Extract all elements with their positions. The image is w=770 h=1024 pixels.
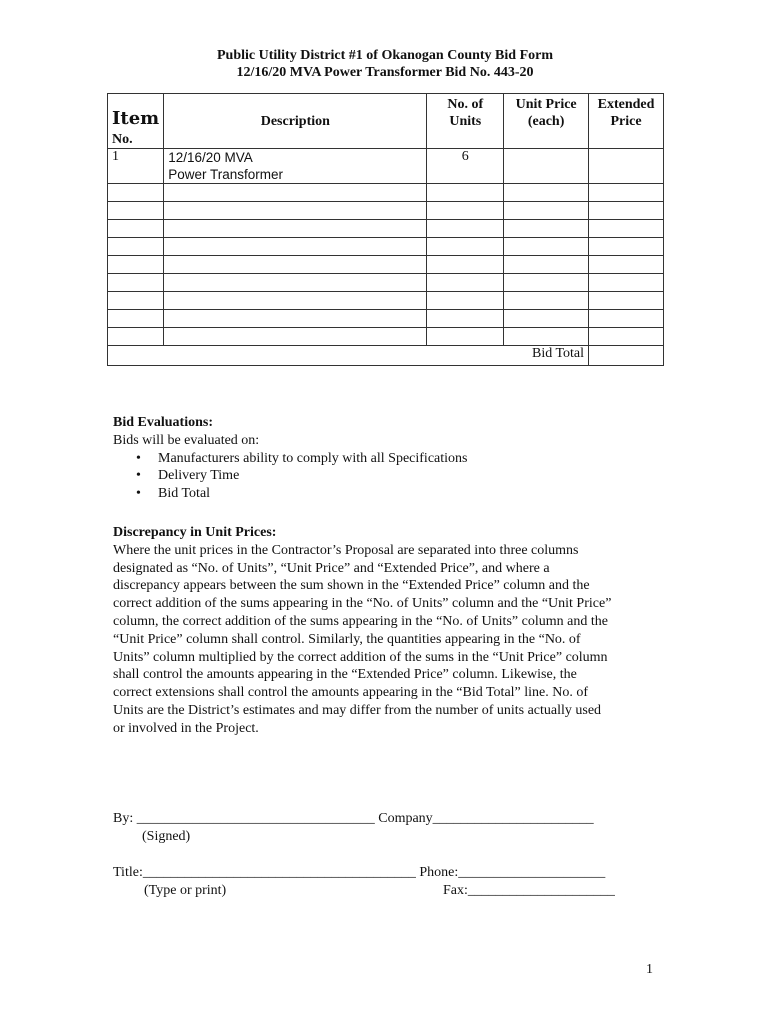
bid-table <box>107 93 664 366</box>
discrepancy-line: Where the unit prices in the Contractor’s Proposal are separated into three columns <box>113 542 579 558</box>
bid-evaluations-title: Bid Evaluations: <box>113 415 213 430</box>
list-item: • Bid Total <box>158 485 658 503</box>
header-no-of-units: No. of Units <box>427 94 504 149</box>
discrepancy-line: correct addition of the sums appearing in the “No. of Units” column and the “Unit Price” <box>113 596 612 612</box>
table-row-empty <box>108 220 664 238</box>
form-subtitle: 12/16/20 MVA Power Transformer Bid No. 443-20 <box>236 65 534 80</box>
discrepancy-line: correct extensions shall control the amounts appearing in the “Bid Total” line. No. of <box>113 685 589 701</box>
bid-total-value[interactable] <box>589 346 664 366</box>
table-row-empty <box>108 202 664 220</box>
discrepancy-line: Units” column multiplied by the correct addition of the sums in the “Unit Price” column <box>113 649 608 665</box>
cell-description: 12/16/20 MVA Power Transformer <box>164 149 427 184</box>
table-row-empty <box>108 256 664 274</box>
discrepancy-title: Discrepancy in Unit Prices: <box>113 525 277 540</box>
bid-total-row <box>108 346 664 366</box>
header-description: Description <box>164 94 427 149</box>
discrepancy-line: or involved in the Project. <box>113 720 259 736</box>
cell-units: 6 <box>427 149 504 184</box>
table-row-empty <box>108 310 664 328</box>
form-header <box>0 47 770 81</box>
page-number: 1 <box>646 962 653 977</box>
list-item: • Manufacturers ability to comply with all Specifications <box>158 450 658 468</box>
type-print-label: (Type or print) <box>144 883 227 898</box>
discrepancy-line: Units are the District’s estimates and may differ from the number of units actually used <box>113 702 602 718</box>
bid-total-label: Bid Total <box>108 346 589 366</box>
table-row-empty <box>108 274 664 292</box>
discrepancy-line: column, the correct addition of the sums appearing in the “No. of Units” column and the <box>113 613 608 629</box>
bid-evaluations-section <box>113 414 658 503</box>
discrepancy-line: discrepancy appears between the sum shown in the “Extended Price” column and the <box>113 578 590 594</box>
discrepancy-line: “Unit Price” column shall control. Similarly, the quantities appearing in the “No. of <box>113 631 581 647</box>
header-item-no <box>108 94 164 149</box>
form-title: Public Utility District #1 of Okanogan County Bid Form <box>216 48 553 63</box>
table-row-empty <box>108 238 664 256</box>
fax-line[interactable]: Fax:_____________________ <box>443 883 615 898</box>
cell-unit-price[interactable] <box>504 149 589 184</box>
cell-item: 1 <box>108 149 164 184</box>
header-no-label: No. <box>112 132 133 147</box>
bid-evaluations-intro: Bids will be evaluated on: <box>113 432 260 448</box>
header-extended-price: Extended Price <box>589 94 664 149</box>
header-item-label: Item <box>112 108 160 129</box>
table-row <box>108 149 664 184</box>
title-phone-line[interactable]: Title:_______________________________________ Phone:_____________________ <box>113 865 606 880</box>
table-header-row <box>108 94 664 149</box>
header-unit-price: Unit Price (each) <box>504 94 589 149</box>
discrepancy-line: designated as “No. of Units”, “Unit Price” and “Extended Price”, and where a <box>113 560 550 576</box>
discrepancy-section <box>113 524 658 738</box>
table-row-empty <box>108 184 664 202</box>
cell-extended-price[interactable] <box>589 149 664 184</box>
list-item: • Delivery Time <box>158 467 658 485</box>
bid-evaluations-list <box>113 450 658 503</box>
signature-by-line[interactable]: By: __________________________________ Company_______________________ <box>113 811 594 826</box>
discrepancy-line: shall control the amounts appearing in the “Extended Price” column. Likewise, the <box>113 667 577 683</box>
table-row-empty <box>108 328 664 346</box>
signed-label: (Signed) <box>142 829 191 844</box>
table-row-empty <box>108 292 664 310</box>
